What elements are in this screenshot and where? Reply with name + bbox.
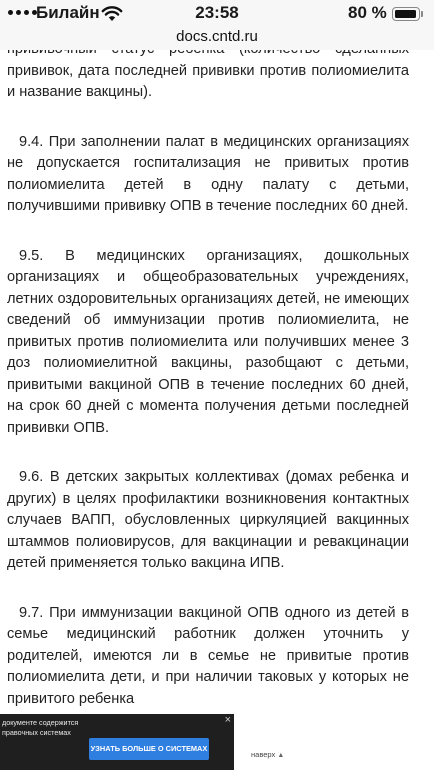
paragraph-9-7 — [7, 603, 409, 711]
banner-text: документе содержится правочных системах — [2, 718, 79, 737]
paragraph-9-4 — [7, 132, 409, 218]
close-icon[interactable]: × — [224, 714, 231, 726]
paragraph-text: 9.6. В детских закрытых коллективах (домах ребенка и других) в целях профилактики возникновения контактных случаев ВАПП, обусловленных циркуляцией вакцинных штаммов полиовирусов, для вакцинации и ревакцинации детей применяется только вакцина ИПВ. — [7, 469, 409, 571]
battery-percent: 80 % — [348, 3, 387, 22]
back-to-top-label: наверх — [251, 750, 276, 759]
battery-level-fill — [395, 10, 416, 18]
back-to-top-button[interactable] — [247, 749, 288, 763]
paragraph-text: 9.5. В медицинских организациях, дошкольных организациях и общеобразовательных учреждениях, летних оздоровительных организациях детей, не имеющих сведений об иммунизации против полиомиелита, не привитых против полиомиелита или получивших менее 3 доз полиомиелитной вакцины, разобщают с детьми, привитыми вакциной ОПВ в течение последних 60 дней, на срок 60 дней с момента получения детьми последней прививки ОПВ. — [7, 247, 409, 436]
paragraph-9-5 — [7, 246, 409, 440]
arrow-up-icon: ▲ — [277, 752, 285, 759]
paragraph-9-6 — [7, 467, 409, 575]
clock: 23:58 — [195, 3, 239, 22]
paragraph-text: 9.7. При иммунизации вакциной ОПВ одного из детей в семье медицинский работник должен уточнить у родителей, имеются ли в семье не привитые против полиомиелита дети, и при наличии таковых у которых не привитого ребенка — [7, 604, 409, 707]
carrier-name: Билайн — [36, 3, 100, 22]
paragraph-partial: прививок, дата последней прививки против полиомиелита и название вакцины). — [7, 62, 409, 100]
battery-nub — [421, 11, 423, 17]
battery-icon — [392, 7, 420, 21]
promo-banner — [0, 714, 234, 770]
article-body — [7, 39, 409, 738]
address-bar[interactable]: docs.cntd.ru — [0, 28, 434, 50]
status-bar — [0, 0, 434, 28]
learn-more-button[interactable]: УЗНАТЬ БОЛЬШЕ О СИСТЕМАХ — [89, 738, 209, 760]
paragraph-text: 9.4. При заполнении палат в медицинских организациях не допускается госпитализация не привитых против полиомиелита детей в одну палату с детьми, получившими прививку ОПВ в течение последних 60 дней. — [7, 133, 409, 214]
